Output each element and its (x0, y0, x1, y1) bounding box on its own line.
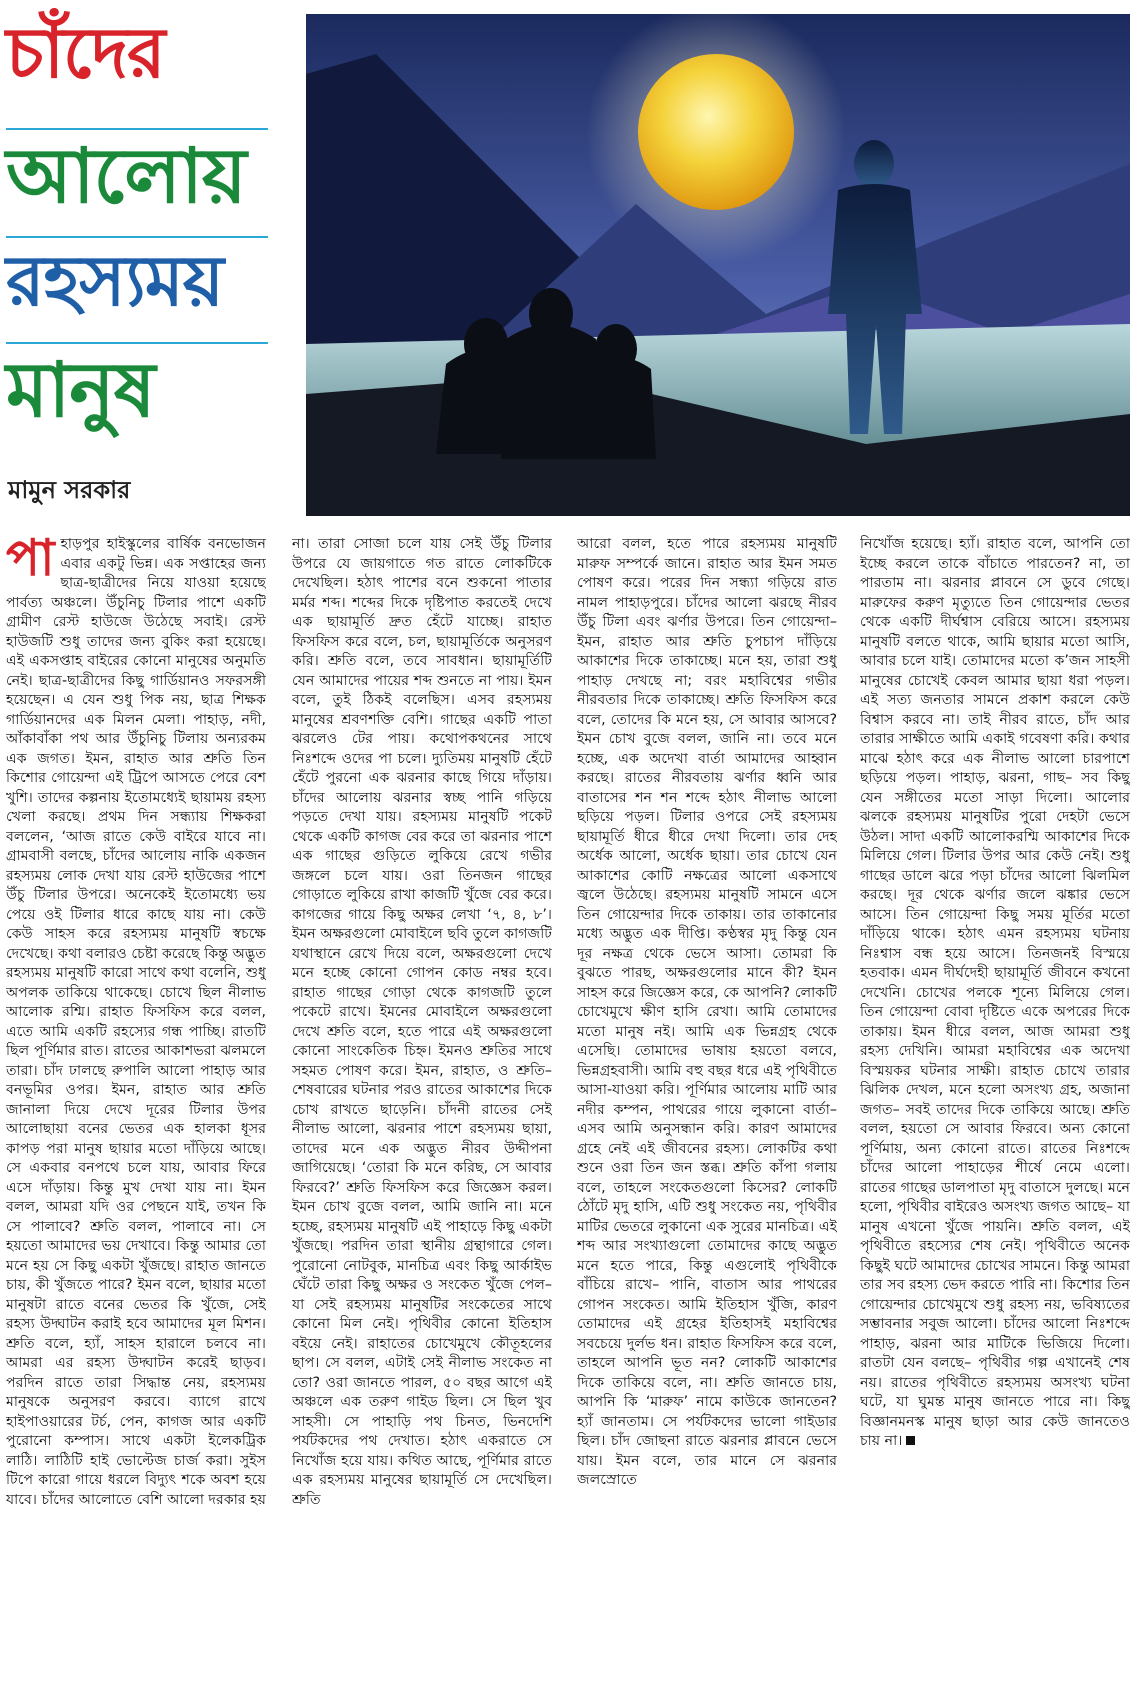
headline-word-1: চাঁদের (6, 12, 165, 94)
article-column-2 (292, 535, 552, 1685)
article-column-4 (860, 535, 1130, 1685)
author-byline: মামুন সরকার (8, 476, 131, 504)
article-column-3 (577, 535, 837, 1685)
full-moon (638, 54, 794, 210)
headline-word-4: মানুষ (6, 345, 155, 434)
column-text: নিখোঁজ হয়েছে। হ্যাঁ। রাহাত বলে, আপনি তো ইচ্ছে করলে তাকে বাঁচাতে পারতেন? না, তা পারতাম না। ঝরনার প্লাবনে সে ডুবে গেছে। মারুফের করুণ মৃত্যুতে তিন গোয়েন্দার ভেতর থেকে একটি দীর্ঘশ্বাস বেরিয়ে আসে। রহস্যময় মানুষটি বলতে থাকে, আমি ছায়ার মতো আসি, আবার চলে যাই। তোমাদের মতো ক’জন সাহসী মানুষের চোখেই কেবল আমার ছায়া ধরা পড়ল। এই সত্য জনতার সামনে প্রকাশ করলে কেউ বিশ্বাস করবে না। তাই নীরব রাতে, চাঁদ আর তারার সাক্ষীতে আমি একাই গবেষণা করি। কথার মাঝে হঠাৎ করে এক নীলাভ আলো চারপাশে ছড়িয়ে পড়ল। পাহাড়, ঝরনা, গাছ– সব কিছু যেন সঙ্গীতের মতো সাড়া দিলো। আলোর ঝলকে রহস্যময় মানুষটির পুরো দেহটা ভেসে উঠল। সাদা একটি আলোকরশ্মি আকাশের দিকে মিলিয়ে গেল। টিলার উপর আর কেউ নেই। শুধু গাছের ডালে ঝরে পড়া চাঁদের আলো ঝিলমিল করছে। দূর থেকে ঝর্ণার জলে ঝঙ্কার ভেসে আসে। তিন গোয়েন্দা কিছু সময় মূর্তির মতো দাঁড়িয়ে থাকে। হঠাৎ এমন রহস্যময় ঘটনায় নিঃশ্বাস বন্ধ হয়ে আসে। তিনজনই বিস্ময়ে হতবাক। এমন দীর্ঘদেহী ছায়ামূর্তি জীবনে কখনো দেখেনি। চোখের পলকে শূন্যে মিলিয়ে গেল। তিন গোয়েন্দা বোবা দৃষ্টিতে একে অপরের দিকে তাকায়। ইমন ধীরে বলল, আজ আমরা শুধু রহস্য দেখিনি। আমরা মহাবিশ্বের এক অদেখা বিস্ময়কর ঘটনার সাক্ষী। রাহাত চোখে তারার ঝিলিক দেখল, মনে হলো অসংখ্য গ্রহ, অজানা জগত– সবই তাদের দিকে তাকিয়ে আছে। শ্রুতি বলল, হয়তো সে আবার ফিরবে। অন্য কোনো পূর্ণিমায়, অন্য কোনো রাতে। রাতের নিঃশব্দে চাঁদের আলো পাহাড়ের শীর্ষে নেমে এলো। রাতের গাছের ডালপাতা মৃদু বাতাসে দুলছে। মনে হলো, পৃথিবীর বাইরেও অসংখ্য জগত আছে– যা মানুষ এখনো খুঁজে পায়নি। শ্রুতি বলল, এই পৃথিবীতে রহস্যের শেষ নেই। পৃথিবীতে অনেক কিছুই ঘটে আমাদের চোখের সামনে। কিন্তু আমরা তার সব রহস্য ভেদ করতে পারি না। কিশোর তিন গোয়েন্দার চোখেমুখে শুধু রহস্য নয়, ভবিষ্যতের সম্ভাবনার সবুজ আলো। চাঁদের আলো নিঃশব্দে পাহাড়, ঝরনা আর মাটিকে ভিজিয়ে দিলো। রাতটা যেন বলছে– পৃথিবীর গল্প এখানেই শেষ নয়। রাতের পৃথিবীতে রহস্যময় অসংখ্য ঘটনা ঘটে, যা ঘুমন্ত মানুষ জানতে পারে না। কিছু বিজ্ঞানমনস্ক মানুষ ছাড়া আর কেউ জানতেও চায় না। (860, 536, 1130, 1449)
headline-word-3: রহস্যময় (6, 240, 223, 322)
headline-divider (6, 128, 268, 130)
headline-divider (6, 236, 268, 238)
end-of-article-mark (906, 1436, 915, 1445)
column-text: না। তারা সোজা চলে যায় সেই উঁচু টিলার উপরে যে জায়গাতে গত রাতে লোকটিকে দেখেছিল। হঠাৎ পাশের বনে শুকনো পাতার মর্মর শব্দ। শব্দের দিকে দৃষ্টিপাত করতেই দেখে এক ছায়ামূর্তি দ্রুত হেঁটে যাচ্ছে। রাহাত ফিসফিস করে বলে, চল, ছায়ামূর্তিকে অনুসরণ করি। শ্রুতি বলে, তবে সাবধান। ছায়ামূর্তিটি যেন আমাদের পায়ের শব্দ শুনতে না পায়। ইমন বলে, তুই ঠিকই বলেছিস। এসব রহস্যময় মানুষের শ্রবণশক্তি বেশি। গাছের একটি পাতা ঝরলেও টের পায়। কথোপকথনের সাথে নিঃশব্দে ওদের পা চলে। দ্যুতিময় মানুষটি হেঁটে হেঁটে পুরনো এক ঝরনার কাছে গিয়ে দাঁড়ায়। চাঁদের আলোয় ঝরনার স্বচ্ছ পানি গড়িয়ে পড়তে দেখা যায়। রহস্যময় মানুষটি পকেট থেকে একটি কাগজ বের করে তা ঝরনার পাশে এক গাছের গুড়িতে লুকিয়ে রেখে গভীর জঙ্গলে চলে যায়। ওরা তিনজন গাছের গোড়াতে লুকিয়ে রাখা কাজটি খুঁজে বের করে। কাগজের গায়ে কিছু অক্ষর লেখা ‘৭, ৪, ৮’। ইমন অক্ষরগুলো মোবাইলে ছবি তুলে কাগজটি যথাস্থানে রেখে দিয়ে বলে, অক্ষরগুলো দেখে মনে হচ্ছে কোনো গোপন কোড নম্বর হবে। রাহাত গাছের গোড়া থেকে কাগজটি তুলে পকেটে রাখে। ইমনের মোবাইলে অক্ষরগুলো দেখে শ্রুতি বলে, হতে পারে এই অক্ষরগুলো কোনো সাংকেতিক চিহ্ন। ইমনও শ্রুতির সাথে সহমত পোষণ করে। ইমন, রাহাত, ও শ্রুতি– শেষবারের ঘটনার পরও রাতের আকাশের দিকে চোখ রাখতে ছাড়েনি। চাঁদনী রাতের সেই নীলাভ আলো, ঝরনার পাশে রহস্যময় ছায়া, তাদের মনে এক অদ্ভুত নীরব উদ্দীপনা জাগিয়েছে। ‘তোরা কি মনে করিছ, সে আবার ফিরবে?’ শ্রুতি ফিসফিস করে জিজ্ঞেস করল। ইমন চোখ বুজে বলল, আমি জানি না। মনে হচ্ছে, রহস্যময় মানুষটি এই পাহাড়ে কিছু একটা খুঁজছে। পরদিন তারা স্থানীয় গ্রন্থাগারে গেল। পুরোনো নোটবুক, মানচিত্র এবং কিছু আর্কাইভ ঘেঁটে তারা কিছু অক্ষর ও সংকেত খুঁজে পেল– যা সেই রহস্যময় মানুষটির সংকেতের সাথে কোনো মিল নেই। পৃথিবীর কোনো ইতিহাস বইয়ে নেই। রাহাতের চোখেমুখে কৌতূহলের ছাপ। সে বলল, এটাই সেই নীলাভ সংকেত না তো? ওরা জানতে পারল, ৫০ বছর আগে এই অঞ্চলে এক তরুণ গাইড ছিল। সে ছিল খুব সাহসী। সে পাহাড়ি পথ চিনত, ভিনদেশি পর্যটকদের পথ দেখাত। হঠাৎ একরাতে সে নিখোঁজ হয়ে যায়। কথিত আছে, পূর্ণিমার রাতে এক রহস্যময় মানুষের ছায়ামূর্তি সে দেখেছিল। শ্রুতি (292, 536, 552, 1508)
headline-word-2: আলোয় (6, 131, 246, 220)
article-body (0, 535, 1138, 1685)
column-text: আরো বলল, হতে পারে রহস্যময় মানুষটি মারুফ সম্পর্কে জানে। রাহাত আর ইমন সমত পোষণ করে। পরের দিন সন্ধ্যা গড়িয়ে রাত নামল পাহাড়পুরে। চাঁদের আলো ঝরছে নীরব উঁচু টিলা এবং ঝর্ণার উপরে। তিন গোয়েন্দা– ইমন, রাহাত আর শ্রুতি চুপচাপ দাঁড়িয়ে আকাশের দিকে তাকাচ্ছে। মনে হয়, তারা শুধু পাহাড় দেখছে না; বরং মহাবিশ্বের গভীর নীরবতার দিকে তাকাচ্ছে। শ্রুতি ফিসফিস করে বলে, তোদের কি মনে হয়, সে আবার আসবে? ইমন চোখ বুজে বলল, জানি না। তবে মনে হচ্ছে, এক অদেখা বার্তা আমাদের আহ্বান করছে। রাতের নীরবতায় ঝর্ণার ধ্বনি আর বাতাসের শন শন শব্দে হঠাৎ নীলাভ আলো ছড়িয়ে পড়ল। টিলার ওপরে সেই রহস্যময় ছায়ামূর্তি ধীরে ধীরে দেখা দিলো। তার দেহ অর্ধেক আলো, অর্ধেক ছায়া। তার চোখে যেন আকাশের কোটি নক্ষত্রের আলো একসাথে জ্বলে উঠেছে। রহস্যময় মানুষটি সামনে এসে তিন গোয়েন্দার দিকে তাকায়। তার তাকানোর মধ্যে অদ্ভুত এক দীপ্তি। কণ্ঠস্বর মৃদু কিন্তু যেন দূর নক্ষত্র থেকে ভেসে আসা। তোমরা কি বুঝতে পারছ, অক্ষরগুলোর মানে কী? ইমন সাহস করে জিজ্ঞেস করে, কে আপনি? লোকটি চোখেমুখে ক্ষীণ হাসি রেখা। আমি তোমাদের মতো মানুষ নই। আমি এক ভিন্নগ্রহ থেকে এসেছি। তোমাদের ভাষায় হয়তো বলবে, ভিন্নগ্রহবাসী। আমি বহু বছর ধরে এই পৃথিবীতে আসা-যাওয়া করি। পূর্ণিমার আলোয় মাটি আর নদীর কম্পন, পাথরের গায়ে লুকানো বার্তা– এসব আমি অনুসন্ধান করি। কারণ আমাদের গ্রহে নেই এই জীবনের রহস্য। লোকটির কথা শুনে ওরা তিন জন স্তব্ধ। শ্রুতি কাঁপা গলায় বলে, তাহলে সংকেতগুলো কিসের? লোকটি ঠোঁটে মৃদু হাসি, এটি শুধু সংকেত নয়, পৃথিবীর মাটির ভেতরে লুকানো এক সুরের মানচিত্র। এই শব্দ আর সংখ্যাগুলো তোমাদের কাছে অদ্ভুত মনে হতে পারে, কিন্তু এগুলোই পৃথিবীকে বাঁচিয়ে রাখে– পানি, বাতাস আর পাথরের গোপন সংকেত। আমি ইতিহাস খুঁজি, কারণ তোমাদের এই গ্রহের ইতিহাসই মহাবিশ্বের সবচেয়ে দুর্লভ ধন। রাহাত ফিসফিস করে বলে, তাহলে আপনি ভূত নন? লোকটি আকাশের দিকে তাকিয়ে বলে, না। শ্রুতি জানতে চায়, আপনি কি ‘মারুফ’ নামে কাউকে জানতেন? হ্যাঁ জানতাম। সে পর্যটকদের ভালো গাইডার ছিল। চাঁদ জোছনা রাতে ঝরনার প্লাবনে ভেসে যায়। ইমন বলে, তার মানে সে ঝরনার জলস্রোতে (577, 536, 837, 1488)
headline-divider (6, 342, 268, 344)
headline (0, 0, 300, 520)
article-column-1 (6, 535, 266, 1685)
moonlit-mountain-illustration (306, 14, 1130, 516)
drop-cap: পা (6, 535, 55, 587)
column-text: হাড়পুর হাইস্কুলের বার্ষিক বনভোজন এবার একটু ভিন্ন। এক সপ্তাহের জন্য ছাত্র-ছাত্রীদের নিয়ে যাওয়া হয়েছে পার্বত্য অঞ্চলে। উঁচুনিচু টিলার পাশে একটি গ্রামীণ রেস্ট হাউজে উঠেছে সবাই। রেস্ট হাউজটি শুধু তাদের জন্য বুকিং করা হয়েছে। এই একসপ্তাহ বাইরের কোনো মানুষের অনুমতি নেই। ছাত্র-ছাত্রীদের কিছু গার্ডিয়ানও সফরসঙ্গী হয়েছেন। এ যেন শুধু পিক নয়, ছাত্র শিক্ষক গার্ডিয়ানদের এক মিলন মেলা। পাহাড়, নদী, আঁকাবাঁকা পথ আর উঁচুনিচু টিলায় অন্যরকম এক জগত। ইমন, রাহাত আর শ্রুতি তিন কিশোর গোয়েন্দা এই ট্রিপে আসতে পেরে বেশ খুশি। তাদের কল্পনায় ইতোমধ্যেই ছায়াময় রহস্য খেলা করছে। প্রথম দিন সন্ধ্যায় শিক্ষকরা বললেন, ‘আজ রাতে কেউ বাইরে যাবে না। গ্রামবাসী বলছে, চাঁদের আলোয় নাকি একজন রহস্যময় লোক দেখা যায় রেস্ট হাউজের পাশে উঁচু টিলার উপরে। অনেকেই ইতোমধ্যে ভয় পেয়ে ওই টিলার ধারে কাছে যায় না। কেউ কেউ সাহস করে রহস্যময় মানুষটি স্বচক্ষে দেখেছে। কথা বলারও চেষ্টা করেছে কিন্তু অদ্ভুত রহস্যময় মানুষটি কারো সাথে কথা বলেনি, শুধু অপলক তাকিয়ে থাকেছে। চোখে ছিল নীলাভ আলোক রশ্মি। রাহাত ফিসফিস করে বলল, এতে আমি একটি রহস্যের গন্ধ পাচ্ছি। রাতটি ছিল পূর্ণিমার রাত। রাতের আকাশভরা ঝলমলে তারা। চাঁদ ঢালছে রুপালি আলো পাহাড় আর বনভূমির ওপর। ইমন, রাহাত আর শ্রুতি জানালা দিয়ে দেখে দূরের টিলার উপর আলোছায়া বনের ভেতর এক হালকা ধূসর কাপড় পরা মানুষ ছায়ার মতো দাঁড়িয়ে আছে। সে একবার বনপথে চলে যায়, আবার ফিরে এসে দাঁড়ায়। কিন্তু মুখ দেখা যায় না। ইমন বলল, আমরা যদি ওর পেছনে যাই, তখন কি সে পালাবে? শ্রুতি বলল, পালাবে না। সে হয়তো আমাদের ভয় দেখাবে। কিন্তু আমার তো মনে হয় সে কিছু একটা খুঁজছে। রাহাত জানতে চায়, কী খুঁজতে পারে? ইমন বলে, ছায়ার মতো মানুষটা রাতে বনের ভেতর কি খুঁজে, সেই রহস্য উদ্ঘাটন করাই হবে আমাদের মূল মিশন। শ্রুতি বলে, হ্যাঁ, সাহস হারালে চলবে না। আমরা এর রহস্য উদ্ঘাটন করেই ছাড়ব। পরদিন রাতে তারা সিদ্ধান্ত নেয়, রহস্যময় মানুষকে অনুসরণ করবে। ব্যাগে রাখে হাইপাওয়ারের টর্চ, পেন, কাগজ আর একটি পুরোনো কম্পাস। সাথে একটা ইলেকট্রিক লাঠি। লাঠিটি হাই ভোল্টেজ চার্জ করা। সুইস টিপে কারো গায়ে ধরলে বিদ্যুৎ শকে অবশ হয়ে যাবে। চাঁদের আলোতে বেশি আলো দরকার হয় (6, 536, 266, 1508)
